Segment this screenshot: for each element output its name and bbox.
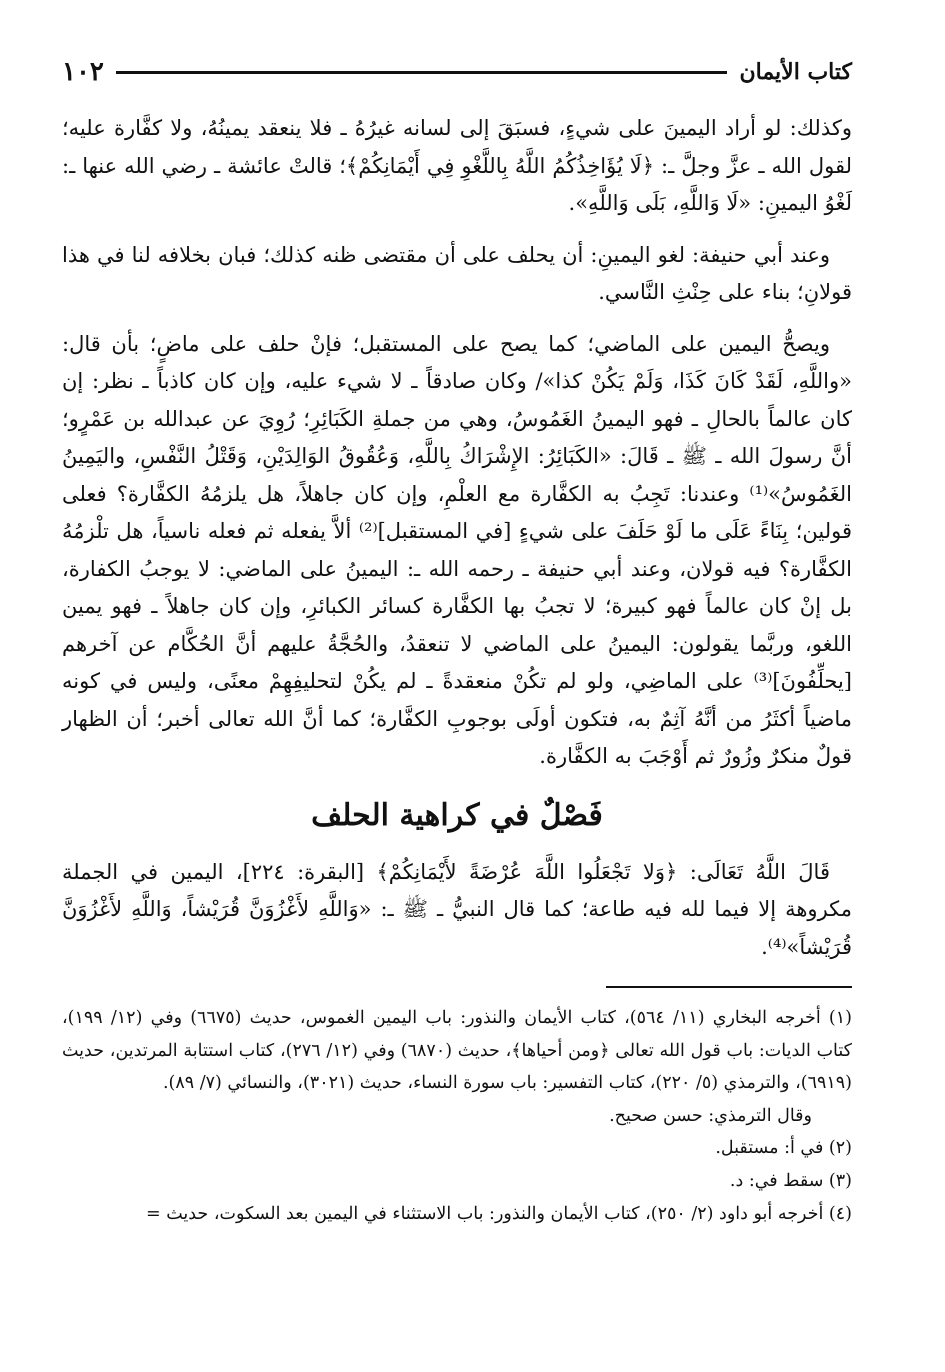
footnote-2: (٢) في أ: مستقبل. <box>715 1138 852 1159</box>
header-rule <box>116 71 728 74</box>
footnote-1-note: وقال الترمذي: حسن صحيح. <box>609 1105 812 1126</box>
main-text <box>62 110 852 966</box>
paragraph-laghw: وكذلك: لو أراد اليمينَ على شيءٍ، فسبَقَ إلى لسانه غيرُهُ ـ فلا ينعقد يمينُهُ، ولا كفَّارة عليه؛ لقول الله ـ عزَّ وجلَّ ـ: ﴿لَا يُؤَاخِذُكُمُ اللَّهُ بِاللَّغْوِ فِي أَيْمَانِكُمْ﴾؛ قالتْ عائشة ـ رضي الله عنها ـ: لَغْوُ اليمينِ: «لَا وَاللَّهِ، بَلَى وَاللَّهِ». <box>62 116 852 215</box>
footnote-4: (٤) أخرجه أبو داود (٢/ ٢٥٠)، كتاب الأيمان والنذور: باب الاستثناء في اليمين بعد السكوت، حديث = <box>145 1203 852 1224</box>
paragraph-abu-hanifa: وعند أبي حنيفة: لغو اليمينِ: أن يحلف على أن مقتضى ظنه كذلك؛ فبان بخلافه لنا في هذا قولانِ؛ بناء على حِنْثِ النَّاسي. <box>62 242 852 304</box>
section-heading: فَصْلٌ في كراهية الحلف <box>311 797 603 833</box>
footnote-1: (١) أخرجه البخاري (١١/ ٥٦٤)، كتاب الأيمان والنذور: باب اليمين الغموس، حديث (٦٦٧٥) وفي (١٢/ ١٩٩)، كتاب الديات: باب قول الله تعالى ﴿ومن أحياها﴾، حديث (٦٨٧٠) وفي (١٢/ ٢٧٦)، كتاب استتابة المرتدين، حديث (٦٩١٩)، والترمذي (٥/ ٢٢٠)، كتاب التفسير: باب سورة النساء، حديث (٣٠٢١)، والنسائي (٧/ ٨٩). <box>62 1008 852 1094</box>
running-head <box>62 52 852 92</box>
page-number: ١٠٢ <box>62 57 104 87</box>
footnote-3: (٣) سقط في: د. <box>729 1170 852 1191</box>
book-title: كتاب الأيمان <box>739 59 852 85</box>
book-page <box>62 52 852 1230</box>
footnote-rule <box>606 986 852 988</box>
paragraph-past-oath: ويصحُّ اليمين على الماضي؛ كما يصح على المستقبل؛ فإنْ حلف على ماضٍ؛ بأن قال: «واللَّهِ، لَقَدْ كَانَ كَذَا، وَلَمْ يَكُنْ كذا»/ وكان صادقاً ـ لا شيء عليه، وإن كان كاذباً ـ نظر: إن كان عالماً بالحالِ ـ فهو اليمينُ الغَمُوسُ، وهي من جملةِ الكَبَائِرِ؛ رُوِيَ عن عبدالله بن عَمْرٍو؛ أنَّ رسولَ الله ـ ﷺ ـ قَالَ: «الكَبَائِرُ: الإِشْرَاكُ بِاللَّهِ، وَعُقُوقُ الوَالِدَيْنِ، وَقَتْلُ النَّفْسِ، واليَمِينُ الغَمُوسُ»⁽¹⁾ وعندنا: تَجِبُ به الكفَّارة مع العلْمِ، وإن كان جاهلاً، هل يلزمُهُ الكفَّارة؟ فعلى قولين؛ بِنَاءً عَلَى ما لَوْ حَلَفَ على شيءٍ [في المستقبل]⁽²⁾ ألاَّ يفعله ثم فعله ناسياً، هل تلْزمُهُ الكفَّارة؟ فيه قولان، وعند أبي حنيفة ـ رحمه الله ـ: اليمينُ على الماضي: لا يوجبُ الكفارة، بل إنْ كان عالماً فهو كبيرة؛ لا تجبُ بها الكفَّارة كسائر الكبائرِ، وإن كان جاهلاً ـ فهو يمين اللغو، وربَّما يقولون: اليمينُ على الماضي لا تنعقدُ، والحُجَّةُ عليهم أنَّ الحُكَّام عن آخرهم [يحلِّفُونَ]⁽³⁾ على الماضِي، ولو لم تكُنْ منعقدةً ـ لم يكُنْ لتحليفِهِمْ معنًى، وليس في كونه ماضياً أكثَرُ من أنَّهُ آثِمٌ به، فتكون أولَى بوجوبِ الكفَّارة؛ كما أنَّ الله تعالى أخبر؛ أن الظهار قولٌ منكرٌ وزُورٌ ثم أَوْجَبَ به الكفَّارة. <box>62 331 852 768</box>
paragraph-disliked-oath: قَالَ اللَّهُ تَعَالَى: ﴿وَلا تَجْعَلُوا اللَّهَ عُرْضَةً لأَيْمَانِكُمْ﴾ [البقرة: ٢٢٤]، اليمين في الجملة مكروهة إلا فيما لله فيه طاعة؛ كما قال النبيُّ ـ ﷺ ـ: «وَاللَّهِ لأَغْزُوَنَّ قُرَيْشاً، وَاللَّهِ لأَغْزُوَنَّ قُرَيْشاً»⁽⁴⁾. <box>62 859 852 959</box>
footnotes <box>62 1002 852 1230</box>
